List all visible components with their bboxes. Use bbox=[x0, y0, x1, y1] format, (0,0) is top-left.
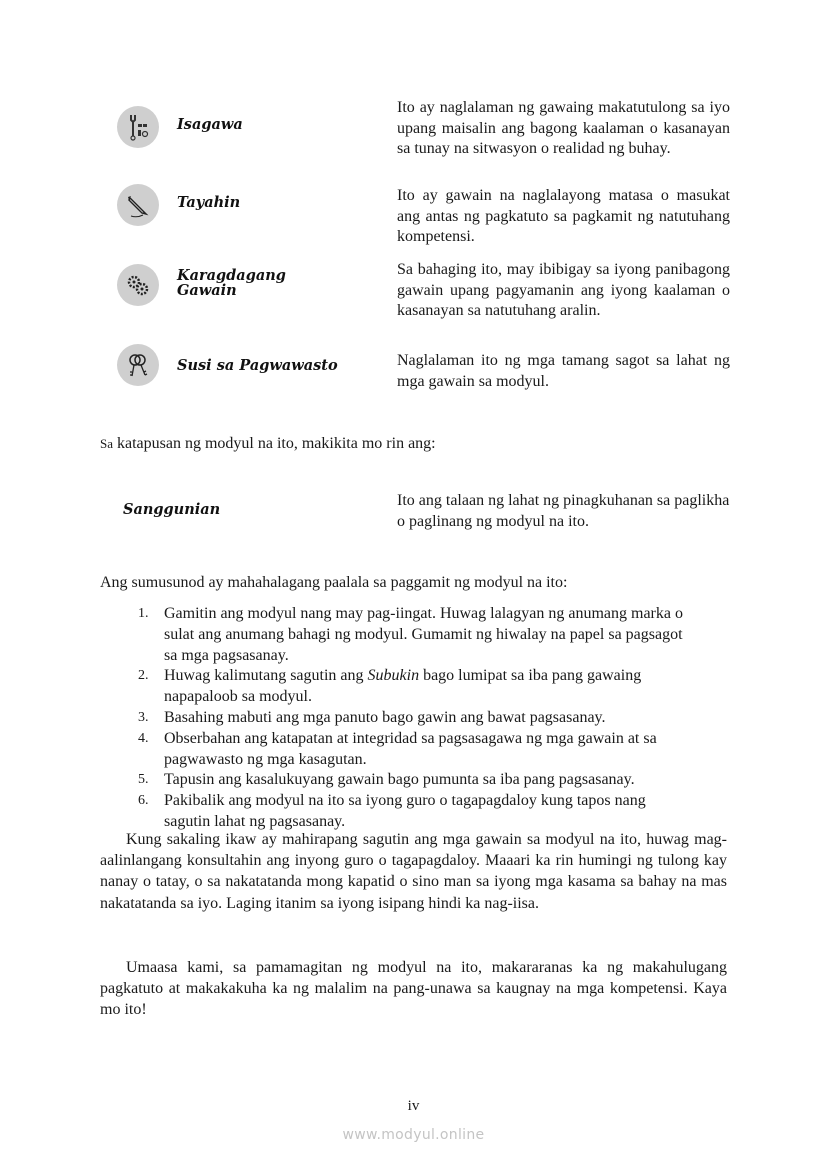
list-text: Basahing mabuti ang mga panuto bago gawin ang bawat pagsasanay. bbox=[164, 708, 606, 726]
list-text: Tapusin ang kasalukuyang gawain bago pumunta sa iba pang pagsasanay. bbox=[164, 771, 635, 789]
list-item bbox=[138, 604, 694, 666]
section-title: Tayahin bbox=[177, 194, 241, 211]
end-intro-text: katapusan ng modyul na ito, makikita mo rin ang: bbox=[117, 435, 436, 452]
list-number: 3. bbox=[138, 709, 149, 725]
section-description: Ito ang talaan ng lahat ng pinagkuhanan sa paglikha o paglinang ng modyul na ito. bbox=[397, 492, 730, 530]
list-text-italic: Subukin bbox=[367, 667, 420, 685]
section-title bbox=[177, 268, 286, 298]
wrench-tools-icon bbox=[117, 106, 159, 148]
list-item bbox=[138, 770, 744, 791]
page-number: iv bbox=[407, 1098, 420, 1114]
notes-intro: Ang sumusunod ay mahahalagang paalala sa paggamit ng modyul na ito: bbox=[100, 574, 568, 591]
list-number: 2. bbox=[138, 668, 149, 684]
list-item bbox=[138, 708, 744, 729]
list-number: 1. bbox=[138, 606, 149, 621]
list-text: Gamitin ang modyul nang may pag-iingat. Huwag lalagyan ng anumang marka o sulat ang anumang bahagi ng modyul. Gumamit ng hiwalay na papel sa pagsagot sa mga pagsasanay. bbox=[164, 605, 683, 664]
list-item bbox=[138, 666, 694, 708]
list-text: Obserbahan ang katapatan at integridad sa pagsasagawa ng mga gawain at sa pagwawasto ng mga kasagutan. bbox=[164, 729, 657, 768]
notes-list bbox=[138, 604, 738, 833]
section-description: Naglalaman ito ng mga tamang sagot sa lahat ng mga gawain sa modyul. bbox=[397, 352, 730, 390]
section-title-line: Gawain bbox=[177, 282, 237, 299]
list-number: 4. bbox=[138, 730, 149, 746]
keys-icon bbox=[117, 344, 159, 386]
pencil-icon bbox=[117, 184, 159, 226]
section-title-line: Karagdagang bbox=[177, 267, 286, 284]
end-intro bbox=[100, 435, 436, 453]
section-description: Ito ay naglalaman ng gawaing makatutulong sa iyo upang maisalin ang bagong kaalaman o kasanayan sa tunay na sitwasyon o realidad ng buhay. bbox=[397, 99, 730, 158]
section-description: Ito ay gawain na naglalayong matasa o masukat ang antas ng pagkatuto sa pagkamit ng natutuhang kompetensi. bbox=[397, 187, 730, 246]
section-description: Sa bahaging ito, may ibibigay sa iyong panibagong gawain upang pagyamanin ang iyong kaalaman o kasanayan sa natutuhang aralin. bbox=[397, 261, 730, 320]
list-text: bago lumipat sa iba pang gawaing napapaloob sa modyul. bbox=[164, 667, 642, 706]
list-number: 6. bbox=[138, 793, 149, 809]
list-text: Huwag kalimutang sagutin ang bbox=[164, 667, 368, 685]
watermark: www.modyul.online bbox=[342, 1127, 485, 1143]
section-title: Susi sa Pagwawasto bbox=[177, 357, 338, 374]
list-item bbox=[138, 729, 694, 771]
paragraph: Kung sakaling ikaw ay mahirapang sagutin ang mga gawain sa modyul na ito, huwag mag-aalinlangang konsultahin ang inyong guro o tagapagdaloy. Maaari ka rin humingi ng tulong kay nanay o tatay, o sa nakatatanda mong kapatid o sino man sa iyong mga kasama sa bahay na mas nakatatanda sa iyo. Laging itanim sa iyong isipang hindi ka nag-iisa. bbox=[100, 831, 727, 912]
section-title: Sanggunian bbox=[123, 501, 221, 518]
gears-icon bbox=[117, 264, 159, 306]
list-item bbox=[138, 791, 694, 833]
list-number: 5. bbox=[138, 772, 149, 788]
paragraph: Umaasa kami, sa pamamagitan ng modyul na ito, makararanas ka ng makahulugang pagkatuto at makakakuha ka ng malalim na pang-unawa sa kaugnay na mga kompetensi. Kaya mo ito! bbox=[100, 959, 727, 1019]
section-title: Isagawa bbox=[177, 116, 243, 133]
end-intro-prefix: Sa bbox=[100, 436, 113, 451]
list-text: Pakibalik ang modyul na ito sa iyong guro o tagapagdaloy kung tapos nang sagutin lahat ng pagsasanay. bbox=[164, 792, 646, 830]
